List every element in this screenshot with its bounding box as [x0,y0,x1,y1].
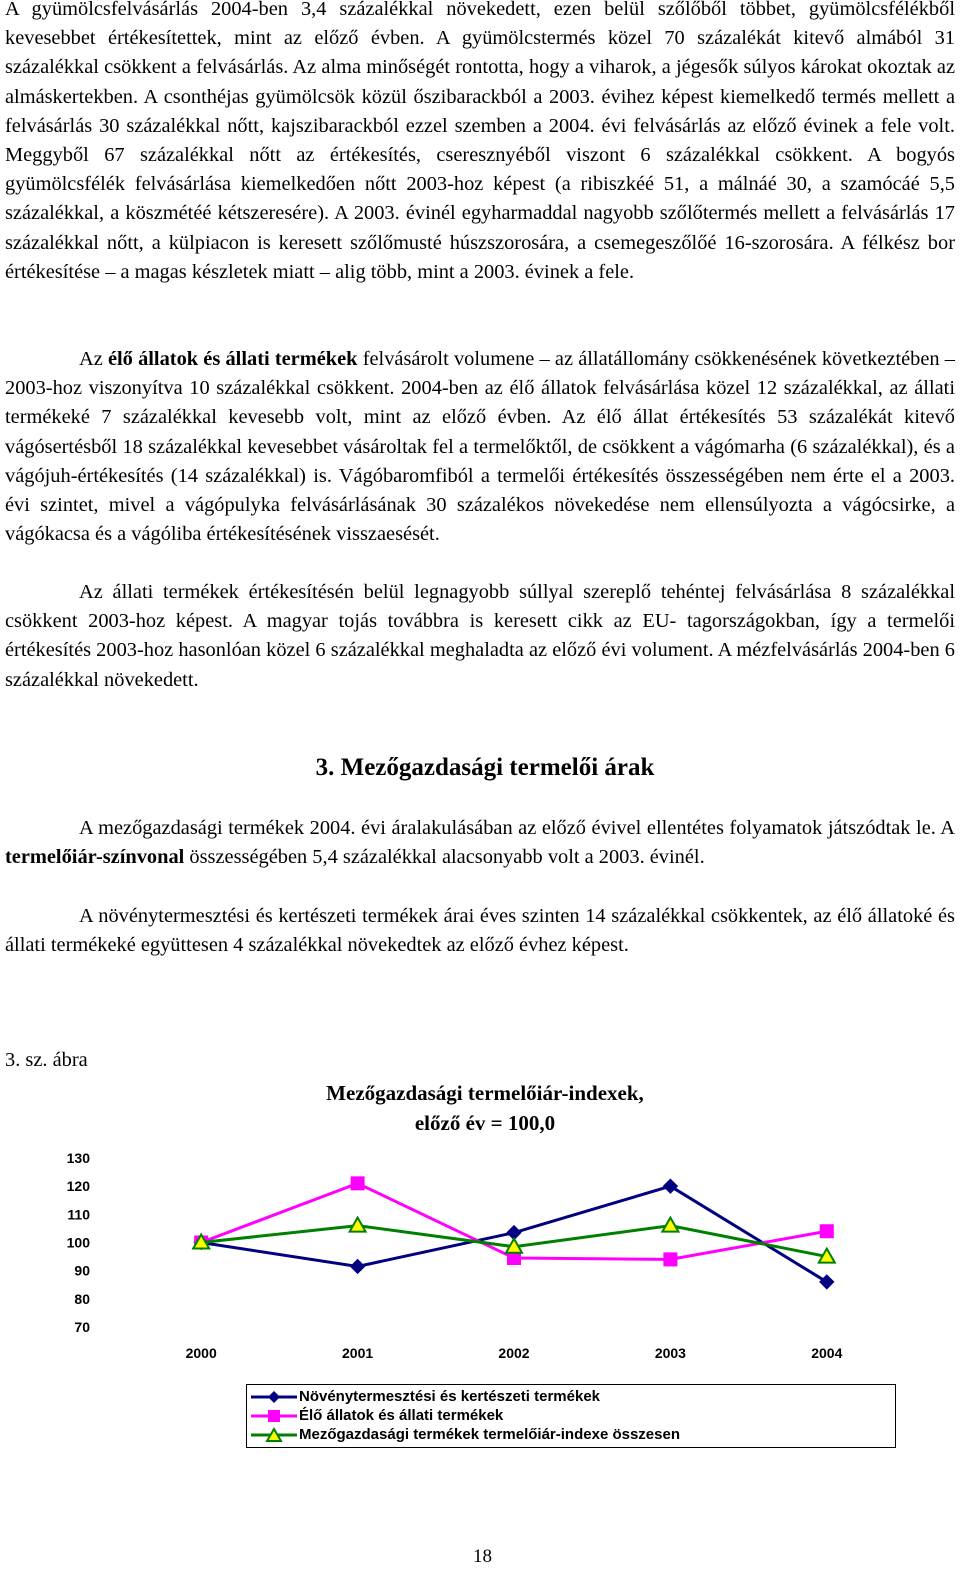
x-tick-label: 2002 [498,1345,530,1361]
paragraph-prices-bold: termelőiár-színvonal [5,846,185,869]
x-tick-label: 2004 [811,1345,843,1361]
paragraph-livestock-start: Az [79,348,108,370]
series-3-point [350,1218,366,1232]
y-tick-label: 120 [66,1178,90,1195]
y-tick-label: 110 [67,1206,90,1223]
x-tick-label: 2003 [654,1345,686,1361]
y-tick-label: 70 [74,1319,90,1335]
y-tick-label: 80 [74,1290,90,1307]
paragraph-prices [5,814,955,872]
page-number: 18 [473,1546,492,1567]
legend-swatch-2 [251,1409,297,1423]
chart-title-line2: előző év = 100,0 [414,1111,556,1135]
y-tick-label: 90 [74,1262,90,1279]
series-1-point [351,1259,365,1273]
series-3-point [662,1218,678,1232]
paragraph-livestock-bold: élő állatok és állati termékek [107,348,358,370]
section-heading: 3. Mezőgazdasági termelői árak [315,754,655,781]
paragraph-prices-start: A mezőgazdasági termékek 2004. évi áralakulásában az előző évivel ellentétes folyamatok játszódtak le. A [79,817,955,839]
paragraph-fruit-purchase: A gyümölcsfelvásárlás 2004-ben 3,4 százalékkal növekedett, ezen belül szőlőből többet, gyümölcsfélékből kevesebbet értékesítettek, mint az előző évben. A gyümölcstermés közel 70 százalékát kitevő almából 31 százalékkal csökkent a felvásárlás. Az alma minőségét rontotta, hogy a viharok, a jégesők súlyos károkat okoztak az almáskertekben. A csonthéjas gyümölcsök közül őszibarackból a 2003. évihez képest kiemelkedő termés mellett a felvásárlás 30 százalékkal nőtt, kajszibarackból ezzel szemben a 2004. évi felvásárlás az előző évinek a fele volt. Meggyből 67 százalékkal nőtt az értékesítés, cseresznyéből viszont 6 százalékkal csökkent. A bogyós gyümölcsfélék felvásárlása kiemelkedően nőtt 2003-hoz képest (a ribiszkéé 51, a málnáé 30, a szamócáé 5,5 százalékkal, a köszmétéé kétszeresére). A 2003. évinél egyharmaddal nagyobb szőlőtermés mellett a felvásárlás 17 százalékkal nőtt, a külpiacon is keresett szőlőmusté húszszorosára, a csemegeszőlőé 16-szorosára. A félkész bor értékesítése – a magas készletek miatt – alig több, mint a 2003. évinek a fele. [5,0,955,283]
price-index-chart [5,1072,960,1482]
chart-plot-area [5,1072,960,1372]
chart-title-line1: Mezőgazdasági termelőiár-indexek, [326,1081,644,1105]
x-tick-label: 2000 [185,1345,217,1361]
legend-label-2: Élő állatok és állati termékek [299,1407,504,1424]
series-2-point [351,1176,365,1190]
paragraph-prices-rest: összességében 5,4 százalékkal alacsonyabb volt a 2003. évinél. [184,846,705,869]
legend-label-1: Növénytermesztési és kertészeti termékek [299,1388,601,1405]
series-1-point [663,1179,677,1193]
y-tick-label: 130 [66,1150,90,1166]
series-1-point [820,1275,834,1289]
y-tick-label: 100 [66,1234,90,1251]
x-tick-label: 2001 [342,1345,374,1361]
legend-label-3: Mezőgazdasági termékek termelőiár-indexe összesen [299,1426,680,1443]
paragraph-price-changes: A növénytermesztési és kertészeti termékek árai éves szinten 14 százalékkal csökkentek, az élő állatoké és állati termékeké együttesen 4 százalékkal növekedtek az előző évhez képest. [5,905,955,957]
series-2-point [820,1224,834,1238]
paragraph-livestock-rest: felvásárolt volumene – az állatállomány csökkenésének következtében – 2003-hoz viszonyítva 10 százalékkal csökkent. 2004-ben az élő állatok felvásárlása közel 12 százalékkal, az állati termékeké 7 százalékkal kevesebb volt, mint az előző évben. Az élő állat értékesítés 53 százalékát kitevő vágósertésből 18 százalékkal kevesebbet vásároltak fel a termelőktől, de csökkent a vágómarha (6 százalékkal), és a vágójuh-értékesítés (14 százalékkal) is. Vágóbaromfiból a termelői értékesítés összességében nem érte el a 2003. évi szintet, mivel a vágópulyka felvásárlásának 30 százalékos növekedése nem ellensúlyozta a vágócsirke, a vágókacsa és a vágóliba értékesítésének visszaesését. [5,348,956,546]
figure-label: 3. sz. ábra [5,1049,88,1071]
paragraph-animal-products: Az állati termékek értékesítésén belül legnagyobb súllyal szereplő tehéntej felvásárlása 8 százalékkal csökkent 2003-hoz képest. A magyar tojás továbbra is keresett cikk az EU- tagországokban, így a termelői értékesítés 2003-hoz hasonlóan közel 6 százalékkal meghaladta az előző évi volument. A mézfelvásárlás 2004-ben 6 százalékkal növekedett. [5,581,955,691]
chart-legend [246,1384,896,1448]
legend-swatch-1 [251,1390,297,1404]
legend-swatch-3 [251,1428,297,1442]
paragraph-livestock [5,345,955,549]
series-2-point [663,1252,677,1266]
